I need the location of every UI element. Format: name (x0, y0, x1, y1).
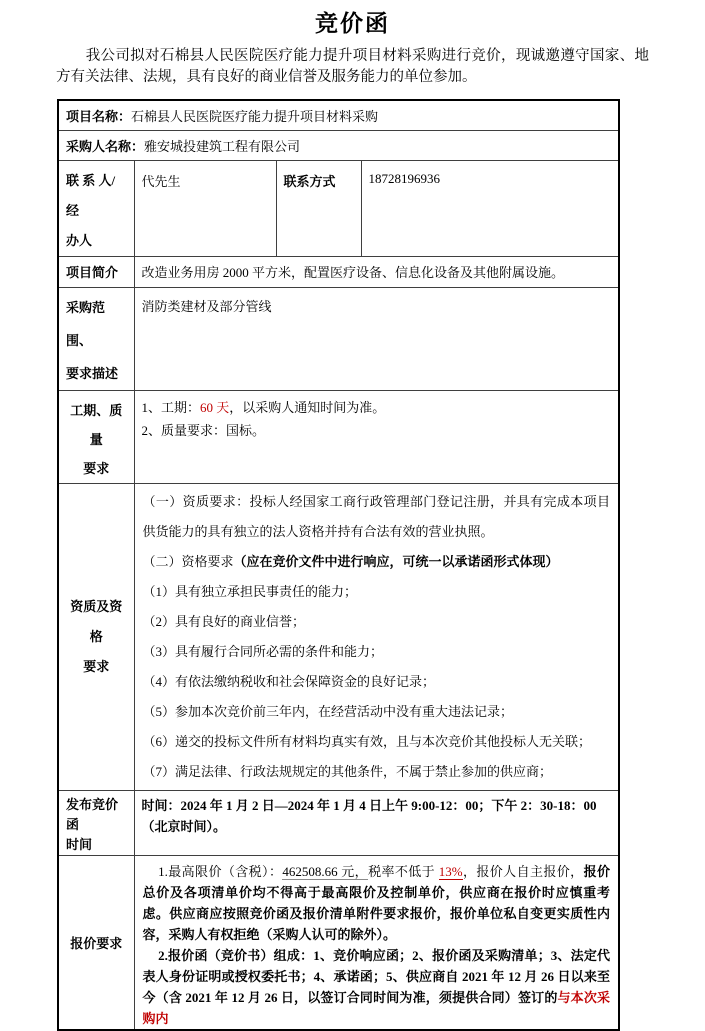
project-name-cell (58, 100, 619, 130)
tax-rate-highlight: 13% (438, 863, 463, 879)
publish-time-value: 时间：2024 年 1 月 2 日—2024 年 1 月 4 日上午 9:00-12：00；下午 2：30-18：00（北京时间）。 (134, 790, 619, 855)
max-price-paragraph: 1.最高限价（含税）：462508.66 元，税率不低于 13%，报价人自主报价，报价总价及各项清单价均不得高于最高限价及控制单价，供应商在报价时应慎重考虑。供应商应按照竞价函及报价清单附件要求报价，报价单位私自变更实质性内容，采购人有权拒绝（采购人认可的除外）。 (142, 863, 611, 942)
contact-method-label: 联系方式 (276, 160, 361, 256)
qualification-item: （7）满足法律、行政法规规定的其他条件，不属于禁止参加的供应商； (142, 763, 553, 779)
eligibility-requirement-heading: （二）资格要求（应在竞价文件中进行响应，可统一以承诺函形式体现） (142, 553, 559, 569)
purchaser-cell (58, 130, 619, 160)
qualification-item: （1）具有独立承担民事责任的能力； (142, 583, 358, 599)
page-title: 竞价函 (315, 11, 390, 36)
procurement-highlight: 与本次采购内 (142, 989, 611, 1026)
quote-requirements-row (58, 855, 619, 1030)
qualification-item: （3）具有履行合同所必需的条件和能力； (142, 643, 384, 659)
bid-info-table (57, 99, 620, 1031)
purchaser-value: 雅安城投建筑工程有限公司 (144, 138, 301, 154)
max-price-value: 462508.66 元， (282, 863, 369, 879)
scope-value: 消防类建材及部分管线 (134, 287, 619, 390)
contact-phone-value: 18728196936 (361, 160, 619, 256)
contact-name-value: 代先生 (134, 160, 276, 256)
quality-item: 2、质量要求：国标。 (141, 422, 266, 438)
scope-label: 采购范围、 要求描述 (58, 287, 134, 390)
purchaser-label: 采购人名称： (66, 138, 145, 154)
project-name-row (58, 100, 619, 130)
schedule-quality-row (58, 390, 619, 483)
contact-label: 联 系 人/经 办人 (58, 160, 134, 256)
schedule-quality-value (134, 390, 619, 483)
project-brief-value: 改造业务用房 2000 平方米，配置医疗设备、信息化设备及其他附属设施。 (134, 256, 619, 287)
purchaser-row (58, 130, 619, 160)
qualification-item: （2）具有良好的商业信誉； (142, 613, 306, 629)
quote-composition-paragraph: 2.报价函（竞价书）组成：1、竞价响应函；2、报价函及采购清单；3、法定代表人身份证明或授权委托书；4、承诺函；5、供应商自 2021 年 12 月 26 日以来至今（含 2021 年 12 月 26 日，以签订合同时间为准，须提供合同）签订的与本次采购内 (142, 947, 611, 1026)
intro-paragraph: 我公司拟对石棉县人民医院医疗能力提升项目材料采购进行竞价，现诚邀遵守国家、地方有关法律、法规，具有良好的商业信誉及服务能力的单位参加。 (56, 48, 649, 85)
qualification-row (58, 483, 619, 790)
contact-row (58, 160, 619, 256)
project-brief-row (58, 256, 619, 287)
schedule-quality-label: 工期、质量 要求 (58, 390, 134, 483)
publish-time-row (58, 790, 619, 855)
quote-requirements-content (134, 855, 619, 1030)
qualification-content (134, 483, 619, 790)
quote-requirements-label: 报价要求 (58, 855, 134, 1030)
qualification-item: （6）递交的投标文件所有材料均真实有效，且与本次竞价其他投标人无关联； (142, 733, 592, 749)
project-name-value: 石棉县人民医院医疗能力提升项目材料采购 (131, 108, 379, 124)
duration-highlight: 60 天 (200, 399, 230, 415)
schedule-item: 1、工期：60 天，以采购人通知时间为准。 (141, 399, 386, 415)
qualification-requirement-paragraph: （一）资质要求：投标人经国家工商行政管理部门登记注册，并具有完成本项目供货能力的具有独立的法人资格并持有合法有效的营业执照。 (142, 493, 611, 539)
qualification-label: 资质及资格 要求 (58, 483, 134, 790)
scope-row (58, 287, 619, 390)
publish-time-label: 发布竞价函 时间 (58, 790, 134, 855)
qualification-item: （5）参加本次竞价前三年内，在经营活动中没有重大违法记录； (142, 703, 514, 719)
project-brief-label: 项目简介 (58, 256, 134, 287)
qualification-item: （4）有依法缴纳税收和社会保障资金的良好记录； (142, 673, 436, 689)
project-name-label: 项目名称： (66, 108, 132, 124)
